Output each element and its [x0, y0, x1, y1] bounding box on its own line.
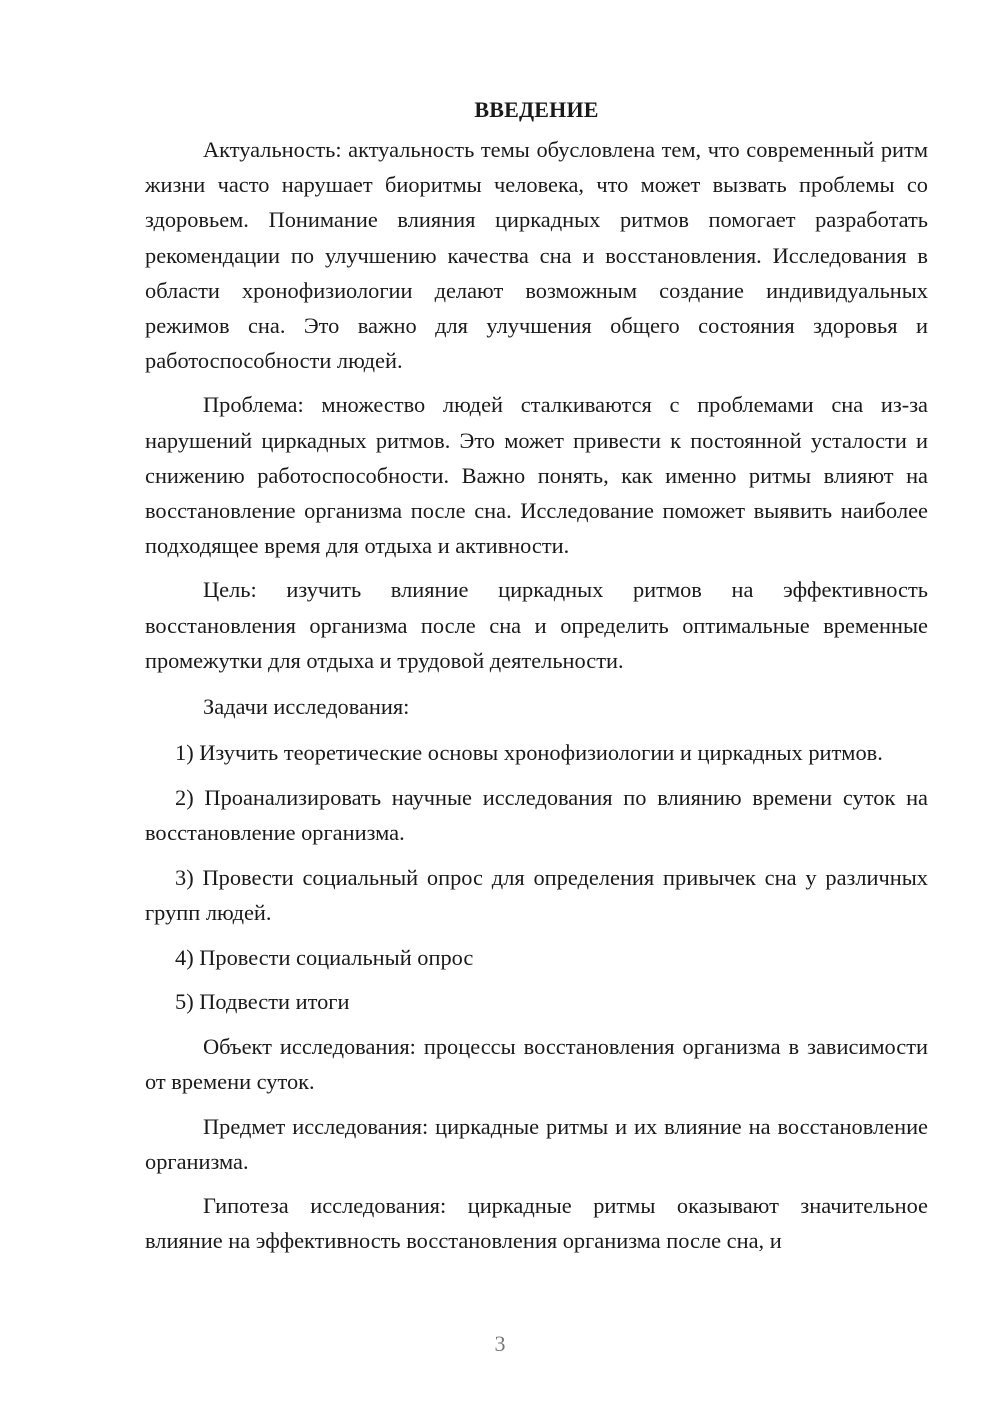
section-heading: ВВЕДЕНИЕ	[474, 97, 599, 122]
paragraph-relevance: Актуальность: актуальность темы обусловлена тем, что современный ритм жизни часто нарушает биоритмы человека, что может вызвать проблемы со здоровьем. Понимание влияния циркадных ритмов помогает разработать рекомендации по улучшению качества сна и восстановления. Исследования в области хронофизиологии делают возможным создание индивидуальных режимов сна. Это важно для улучшения общего состояния здоровья и работоспособности людей.	[145, 137, 928, 374]
tasks-heading: Задачи исследования:	[203, 694, 410, 720]
paragraph-hypothesis: Гипотеза исследования: циркадные ритмы оказывают значительное влияние на эффективность восстановления организма после сна, и	[145, 1192, 928, 1254]
page-number: 3	[494, 1331, 506, 1356]
paragraph-object: Объект исследования: процессы восстановления организма в зависимости от времени суток.	[145, 1034, 928, 1095]
task-item-4: 4) Провести социальный опрос	[175, 944, 474, 970]
paragraph-subject: Предмет исследования: циркадные ритмы и их влияние на восстановление организма.	[145, 1113, 928, 1174]
task-item-3: 3) Провести социальный опрос для определения привычек сна у различных групп людей.	[145, 864, 928, 926]
task-item-1: 1) Изучить теоретические основы хронофизиологии и циркадных ритмов.	[175, 740, 883, 766]
task-item-2: 2) Проанализировать научные исследования по влиянию времени суток на восстановление организма.	[145, 784, 928, 846]
document-page	[145, 95, 928, 1267]
task-item-5: 5) Подвести итоги	[175, 989, 350, 1015]
paragraph-goal: Цель: изучить влияние циркадных ритмов на эффективность восстановления организма после сна и определить оптимальные временные промежутки для отдыха и трудовой деятельности.	[145, 577, 928, 673]
paragraph-problem: Проблема: множество людей сталкиваются с проблемами сна из-за нарушений циркадных ритмов. Это может привести к постоянной усталости и снижению работоспособности. Важно понять, как именно ритмы влияют на восстановление организма после сна. Исследование поможет выявить наиболее подходящее время для отдыха и активности.	[145, 392, 928, 559]
